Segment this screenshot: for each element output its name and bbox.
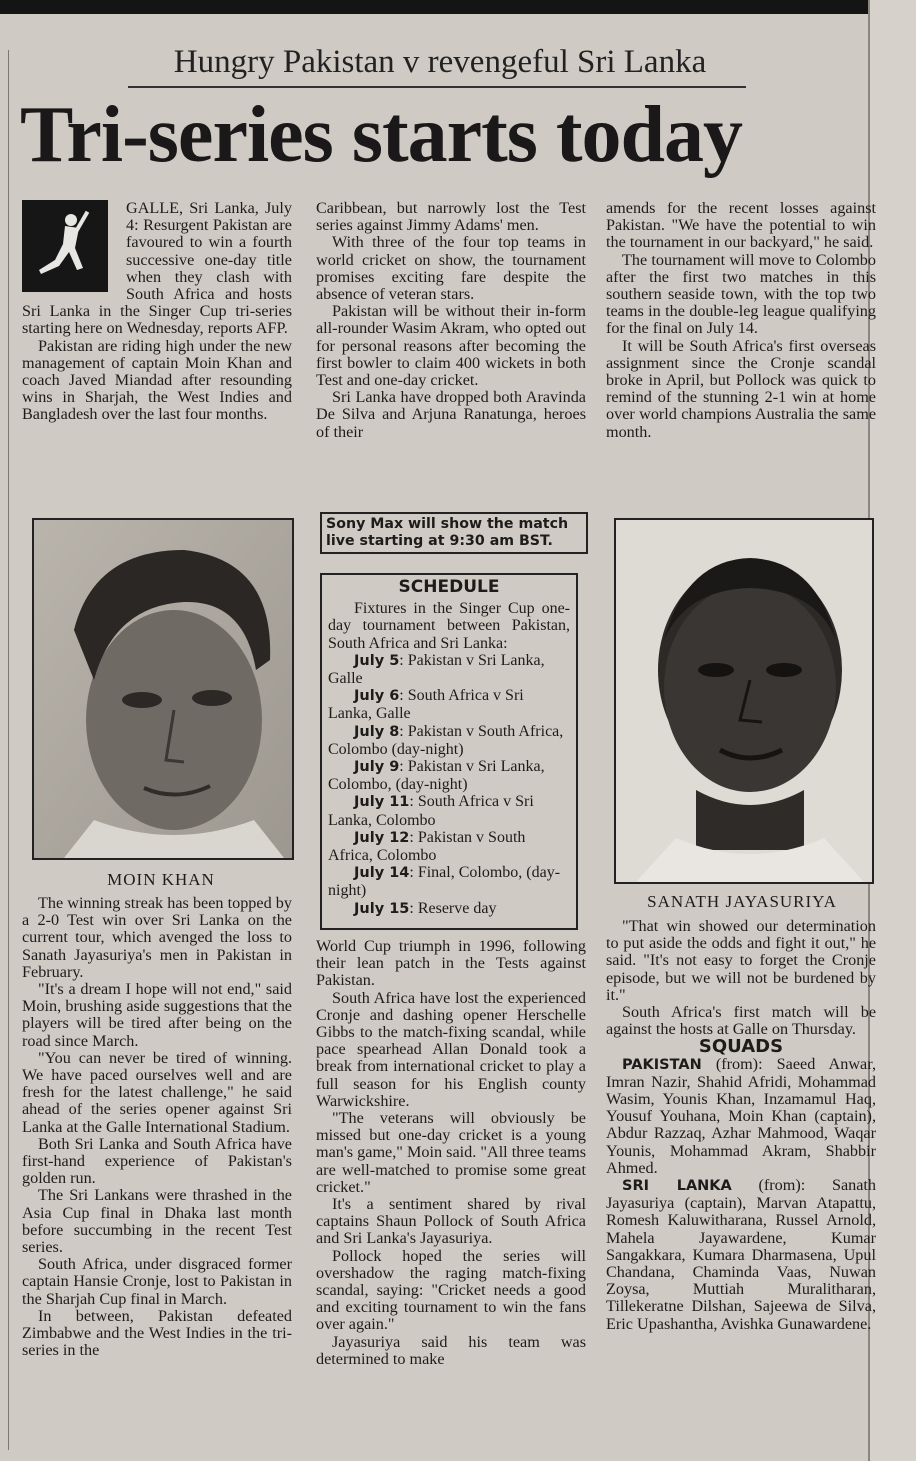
- photo-sanath-jayasuriya: [614, 518, 874, 884]
- paragraph: South Africa's first match will be against the hosts at Galle on Thursday.: [606, 1003, 876, 1039]
- paragraph: South Africa have lost the experienced Cronje and dashing opener Herschelle Gibbs to the match-fixing scandal, while pace spearhead Allan Donald took a break from international cricket to play a full season for his English county Warwickshire.: [316, 988, 586, 1110]
- photo-caption: MOIN KHAN: [107, 870, 215, 889]
- fixture-item: July 6: South Africa v Sri Lanka, Galle: [328, 687, 524, 723]
- main-headline: Tri-series starts today: [20, 91, 742, 179]
- tv-notice-box: Sony Max will show the match live starting at 9:30 am BST.: [320, 512, 588, 554]
- fixture-item: July 15: Reserve day: [354, 899, 497, 917]
- fixture-item: July 11: South Africa v Sri Lanka, Colombo: [328, 793, 534, 829]
- paragraph: "The veterans will obviously be missed but one-day cricket is a young man's game," Moin said. "All three teams are well-matched to promise some great cricket.": [316, 1109, 586, 1196]
- cricket-logo: [22, 200, 108, 292]
- kicker-headline: Hungry Pakistan v revengeful Sri Lanka: [173, 44, 707, 80]
- paragraph: Both Sri Lanka and South Africa have first-hand experience of Pakistan's golden run.: [22, 1134, 292, 1188]
- schedule-title: SCHEDULE: [398, 577, 500, 597]
- paragraph: GALLE, Sri Lanka, July 4: Resurgent Pakistan are favoured to win a fourth successive one-day title when they clash with South Africa and hosts Sri Lanka in the Singer Cup tri-series starting here on Wednesday, reports AFP.: [22, 199, 292, 338]
- article-column-3: [606, 200, 876, 441]
- photo-caption: SANATH JAYASURIYA: [647, 892, 837, 911]
- paragraph: The winning streak has been topped by a 2-0 Test win over Sri Lanka on the current tour, which avenged the loss to Sanath Jayasuriya's men in Pakistan in February.: [22, 894, 292, 981]
- paragraph: amends for the recent losses against Pakistan. "We have the potential to win the tournament in our backyard," he said.: [606, 199, 876, 252]
- paragraph: "You can never be tired of winning. We have paced ourselves well and are fresh for the latest challenge," he said ahead of the series opener against Sri Lanka at the Galle International Stadium.: [22, 1048, 292, 1136]
- paragraph: South Africa, under disgraced former captain Hansie Cronje, lost to Pakistan in the Sharjah Cup final in March.: [22, 1255, 292, 1308]
- paragraph: It will be South Africa's first overseas assignment since the Cronje scandal broke in April, but Pollock was quick to remind of the stunning 2-1 win at home over world champions Australia the same month.: [606, 336, 876, 441]
- column-rule: [8, 50, 9, 1450]
- article-column-3-continued: [606, 918, 876, 1333]
- paragraph: Jayasuriya said his team was determined to make: [316, 1332, 586, 1368]
- fixture-item: July 12: Pakistan v South Africa, Colombo: [328, 828, 526, 865]
- fixture-item: July 5: Pakistan v Sri Lanka, Galle: [328, 651, 545, 688]
- article-column-2: [316, 200, 586, 441]
- paragraph: Sri Lanka have dropped both Aravinda De Silva and Arjuna Ranatunga, heroes of their: [316, 388, 586, 441]
- paragraph: It's a sentiment shared by rival captains Shaun Pollock of South Africa and Sri Lanka's Jayasuriya.: [316, 1195, 586, 1248]
- paragraph: The Sri Lankans were thrashed in the Asia Cup final in Dhaka last month before succumbing in the recent Test series.: [22, 1186, 292, 1257]
- schedule-intro: Fixtures in the Singer Cup one-day tournament between Pakistan, South Africa and Sri Lanka:: [328, 600, 570, 652]
- fixture-item: July 14: Final, Colombo, (day-night): [328, 864, 561, 900]
- batsman-icon: [25, 204, 105, 288]
- top-border: [0, 0, 870, 14]
- squads-heading: SQUADS: [698, 1036, 784, 1058]
- article-column-2-continued: [316, 938, 586, 1368]
- article-column-1: [22, 200, 292, 424]
- article-column-1-continued: [22, 895, 292, 1359]
- schedule-box: [320, 573, 578, 930]
- paragraph: In between, Pakistan defeated Zimbabwe and the West Indies in the tri-series in the: [22, 1306, 292, 1360]
- paragraph: Caribbean, but narrowly lost the Test series against Jimmy Adams' men.: [316, 199, 586, 235]
- paragraph: World Cup triumph in 1996, following their lean patch in the Tests against Pakistan.: [316, 937, 586, 990]
- paragraph: Pakistan will be without their in-form all-rounder Wasim Akram, who opted out for personal reasons after becoming the first bowler to claim 400 wickets in both Test and one-day cricket.: [316, 302, 586, 390]
- paragraph: Pollock hoped the series will overshadow the raging match-fixing scandal, saying: "Cricket needs a good and exciting tournament to win the fans over again.": [316, 1246, 586, 1334]
- paragraph: With three of the four top teams in world cricket on show, the tournament promises exciting fare despite the absence of veteran stars.: [316, 233, 586, 304]
- photo-moin-khan: [32, 518, 294, 860]
- fixture-item: July 8: Pakistan v South Africa, Colombo (day-night): [328, 722, 564, 758]
- paragraph: "It's a dream I hope will not end," said Moin, brushing aside suggestions that the players will be tired after being on the road since March.: [22, 980, 292, 1050]
- paragraph: "That win showed our determination to put aside the odds and fight it out," he said. "It's not easy to forget the Cronje episode, but we will not be burdened by it.": [606, 917, 876, 1004]
- fixture-item: July 9: Pakistan v Sri Lanka, Colombo, (day-night): [328, 758, 545, 794]
- kicker-underline: [128, 86, 746, 88]
- squad-sri-lanka: SRI LANKA (from): Sanath Jayasuriya (captain), Marvan Atapattu, Romesh Kaluwitharana, Russel Arnold, Mahela Jayawardene, Kumar Sangakkara, Kumara Dharmasena, Upul Chandana, Chaminda Vaas, Nuwan Zoysa, Muttiah Muralitharan, Tillekeratne Dilshan, Sajeewa de Silva, Eric Upashantha, Avishka Gunawardene.: [606, 1176, 876, 1333]
- paragraph: The tournament will move to Colombo after the first two matches in this southern seaside town, with the top two teams in the double-leg league qualifying for the final on July 14.: [606, 250, 876, 338]
- squad-pakistan: PAKISTAN (from): Saeed Anwar, Imran Nazir, Shahid Afridi, Mohammad Wasim, Younis Khan, Inzamamul Haq, Yousuf Youhana, Moin Khan (captain), Abdur Razzaq, Azhar Mahmood, Waqar Younis, Mohammad Akram, Shabbir Ahmed.: [606, 1054, 876, 1177]
- paragraph: Pakistan are riding high under the new management of captain Moin Khan and coach Javed Miandad after resounding wins in Sharjah, the West Indies and Bangladesh over the last four months.: [22, 336, 292, 424]
